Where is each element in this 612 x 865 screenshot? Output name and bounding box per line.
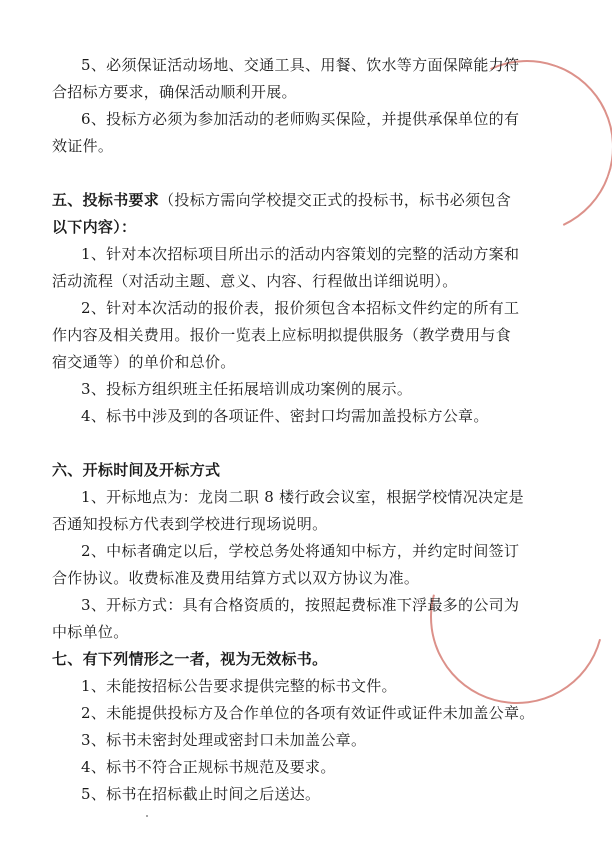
paragraph-line: 1、开标地点为：龙岗二职 8 楼行政会议室，根据学校情况决定是 [81, 488, 524, 506]
paragraph-line: 活动流程（对活动主题、意义、内容、行程做出详细说明）。 [52, 272, 458, 290]
paragraph-line: 2、中标者确定以后，学校总务处将通知中标方，并约定时间签订 [81, 542, 520, 560]
scan-speck [146, 815, 148, 817]
paragraph-line: 宿交通等）的单价和总价。 [52, 353, 236, 371]
section-heading-7: 七、有下列情形之一者，视为无效标书。 [52, 650, 328, 668]
paragraph-line: 3、开标方式：具有合格资质的，按照起费标准下浮最多的公司为 [81, 596, 520, 614]
paragraph-line: 合招标方要求，确保活动顺利开展。 [52, 83, 297, 101]
paragraph-line: 2、针对本次活动的报价表，报价须包含本招标文件约定的所有工 [81, 299, 520, 317]
paragraph-line: 效证件。 [52, 137, 114, 155]
paragraph-line: 4、标书中涉及到的各项证件、密封口均需加盖投标方公章。 [81, 407, 489, 425]
section-title: 五、投标书要求 [52, 191, 160, 209]
paragraph-line: 1、针对本次招标项目所出示的活动内容策划的完整的活动方案和 [81, 245, 520, 263]
paragraph-line: 3、标书未密封处理或密封口未加盖公章。 [81, 731, 367, 749]
paragraph-line: 6、投标方必须为参加活动的老师购买保险，并提供承保单位的有 [81, 110, 520, 128]
paragraph-line: 合作协议。收费标准及费用结算方式以双方协议为准。 [52, 569, 420, 587]
paragraph-line: 中标单位。 [52, 623, 129, 641]
paragraph-line: 作内容及相关费用。报价一览表上应标明拟提供服务（教学费用与食 [52, 326, 512, 344]
paragraph-line: 4、标书不符合正规标书规范及要求。 [81, 758, 336, 776]
paragraph-line: 5、必须保证活动场地、交通工具、用餐、饮水等方面保障能力符 [81, 56, 520, 74]
paragraph-line: 否通知投标方代表到学校进行现场说明。 [52, 515, 328, 533]
section-heading-5 [52, 190, 511, 210]
section-note: （投标方需向学校提交正式的投标书，标书必须包含 [159, 191, 512, 209]
section-heading-line: 以下内容）： [52, 218, 137, 236]
section-heading-6: 六、开标时间及开标方式 [52, 461, 221, 479]
paragraph-line: 1、未能按招标公告要求提供完整的标书文件。 [81, 677, 397, 695]
paragraph-line: 3、投标方组织班主任拓展培训成功案例的展示。 [81, 380, 413, 398]
seal-stamp [398, 498, 612, 736]
paragraph-line: 5、标书在招标截止时间之后送达。 [81, 785, 321, 803]
paragraph-line: 2、未能提供投标方及合作单位的各项有效证件或证件未加盖公章。 [81, 704, 535, 722]
